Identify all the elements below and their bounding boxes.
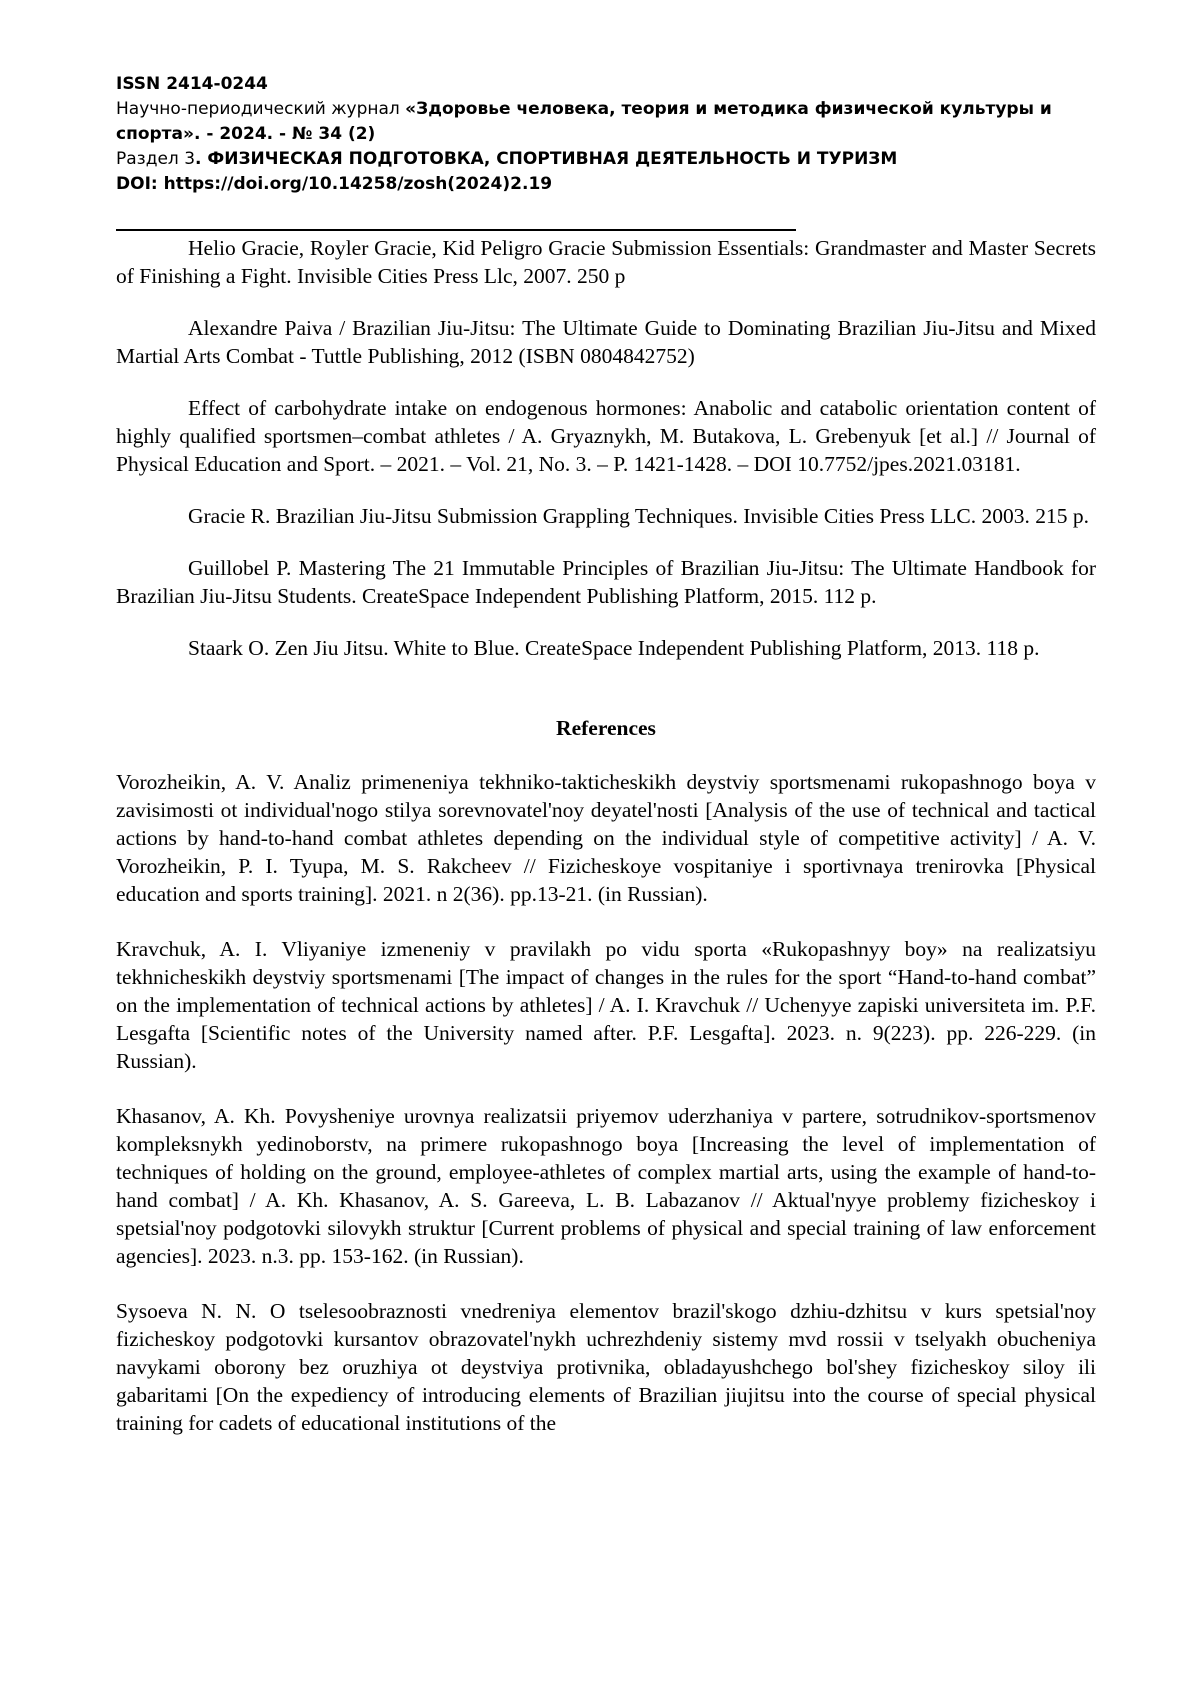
- journal-line: [116, 97, 1096, 147]
- bibliography-item: Gracie R. Brazilian Jiu-Jitsu Submission Grappling Techniques. Invisible Cities Press LLC. 2003. 215 p.: [188, 504, 1090, 528]
- references-heading: References: [556, 716, 656, 740]
- journal-prefix: Научно-периодический журнал: [116, 99, 406, 119]
- reference-item: Khasanov, A. Kh. Povysheniye urovnya realizatsii priyemov uderzhaniya v partere, sotrudnikov-sportsmenov kompleksnykh yedinoborstv, na primere rukopashnogo boya [Increasing the level of implementation of techniques of holding on the ground, employee-athletes of complex martial arts, using the example of hand-to-hand combat] / A. Kh. Khasanov, A. S. Gareeva, L. B. Labazanov // Aktual'nyye problemy fizicheskoy i spetsial'noy podgotovki silovykh struktur [Current problems of physical and special training of law enforcement agencies]. 2023. n.3. pp. 153-162. (in Russian).: [116, 1104, 1096, 1268]
- bibliography-item: Staark O. Zen Jiu Jitsu. White to Blue. CreateSpace Independent Publishing Platform, 2013. 118 p.: [188, 636, 1040, 660]
- section-prefix: Раздел 3: [116, 149, 196, 169]
- journal-title: «Здоровье человека, теория и методика физической культуры и спорта». - 2024. - № 34 (2): [116, 99, 1052, 144]
- document-body: [116, 234, 1096, 1464]
- doi-line: DOI: https://doi.org/10.14258/zosh(2024)2.19: [116, 174, 553, 194]
- bibliography-item: Helio Gracie, Royler Gracie, Kid Peligro Gracie Submission Essentials: Grandmaster and Master Secrets of Finishing a Fight. Invisible Cities Press Llc, 2007. 250 p: [116, 236, 1096, 288]
- bibliography-item: Effect of carbohydrate intake on endogenous hormones: Anabolic and catabolic orientation content of highly qualified sportsmen–combat athletes / A. Gryaznykh, M. Butakova, L. Grebenyuk [et al.] // Journal of Physical Education and Sport. – 2021. – Vol. 21, No. 3. – P. 1421-1428. – DOI 10.7752/jpes.2021.03181.: [116, 396, 1096, 476]
- reference-item: Sysoeva N. N. O tselesoobraznosti vnedreniya elementov brazil'skogo dzhiu-dzhitsu v kurs spetsial'noy fizicheskoy podgotovki kursantov obrazovatel'nykh uchrezhdeniy sistemy mvd rossii v tselyakh obucheniya navykami oborony bez oruzhiya ot deystviya protivnika, obladayushchego bol'shey fizicheskoy siloy ili gabaritami [On the expediency of introducing elements of Brazilian jiujitsu into the course of special physical training for cadets of educational institutions of the: [116, 1299, 1096, 1435]
- section-line: [116, 147, 1096, 172]
- section-title: . ФИЗИЧЕСКАЯ ПОДГОТОВКА, СПОРТИВНАЯ ДЕЯТЕЛЬНОСТЬ И ТУРИЗМ: [195, 149, 898, 169]
- reference-item: Vorozheikin, A. V. Analiz primeneniya tekhniko-takticheskikh deystviy sportsmenami rukopashnogo boya v zavisimosti ot individual'nogo stilya sorevnovatel'noy deyatel'nosti [Analysis of the use of technical and tactical actions by hand-to-hand combat athletes depending on the individual style of competitive activity] / A. V. Vorozheikin, P. I. Tyupa, M. S. Rakcheev // Fizicheskoye vospitaniye i sportivnaya trenirovka [Physical education and sports training]. 2021. n 2(36). pp.13-21. (in Russian).: [116, 770, 1096, 906]
- bibliography-item: Guillobel P. Mastering The 21 Immutable Principles of Brazilian Jiu-Jitsu: The Ultimate Handbook for Brazilian Jiu-Jitsu Students. CreateSpace Independent Publishing Platform, 2015. 112 p.: [116, 556, 1096, 608]
- reference-item: Kravchuk, A. I. Vliyaniye izmeneniy v pravilakh po vidu sporta «Rukopashnyy boy» na realizatsiyu tekhnicheskikh deystviy sportsmenami [The impact of changes in the rules for the sport “Hand-to-hand combat” on the implementation of technical actions by athletes] / A. I. Kravchuk // Uchenyye zapiski universiteta im. P.F. Lesgafta [Scientific notes of the University named after. P.F. Lesgafta]. 2023. n. 9(223). pp. 226-229. (in Russian).: [116, 937, 1096, 1073]
- header-divider: [116, 229, 796, 231]
- issn-line: ISSN 2414-0244: [116, 74, 268, 94]
- journal-header: [116, 72, 1096, 197]
- bibliography-item: Alexandre Paiva / Brazilian Jiu-Jitsu: The Ultimate Guide to Dominating Brazilian Jiu-Jitsu and Mixed Martial Arts Combat - Tuttle Publishing, 2012 (ISBN 0804842752): [116, 316, 1096, 368]
